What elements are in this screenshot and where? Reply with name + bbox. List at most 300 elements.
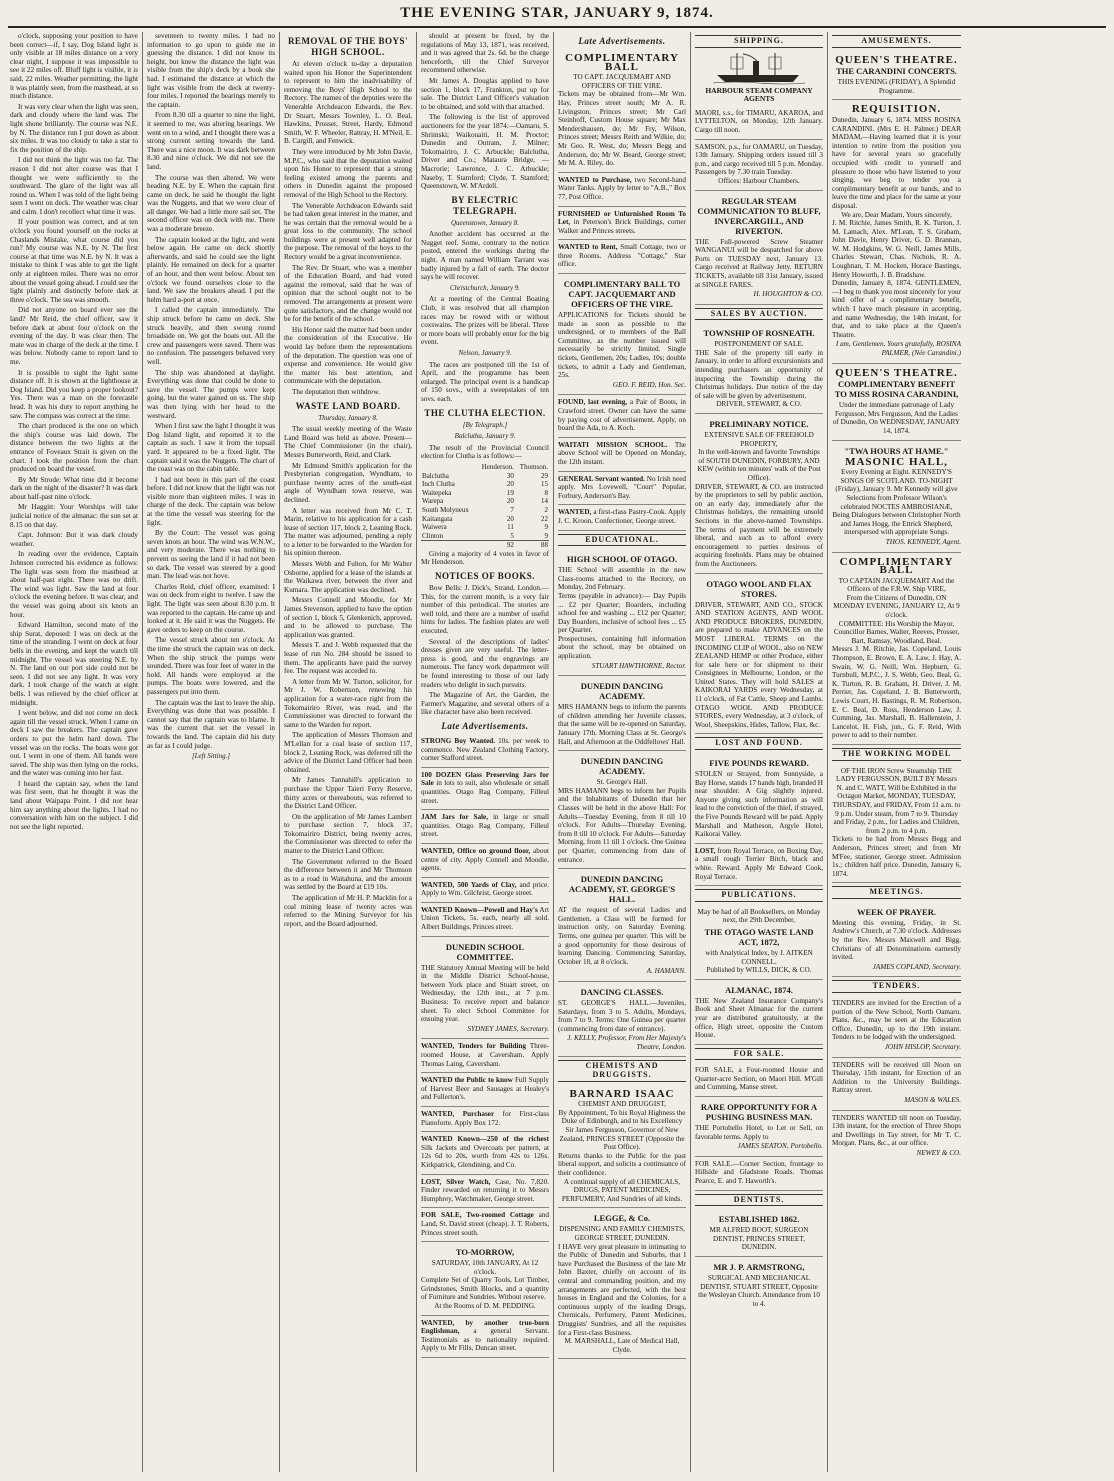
paragraph: The following is the list of approved auctioneers for the year 1874:—Oamaru, S. Shrimski; Waikouaiti, H. M. Proctor; Dunedin and Outram, J. Milner; Tokomairiro, J. C. Arbuckle; Balclutha, Driver and Co.; Mataura Bridge, — Macrorie; Lawrence, J. C. Arbuckle; Naseby, T. Stamford; Clyde, T. Stamford; Queenstown, W. M'Ardell. <box>421 113 549 191</box>
paragraph: The course was then altered. We were heading N.E. by E. When the captain first came on deck, he said he thought the light was the Nuggets, and that we were clear of all danger. We had a little more sail set. The second officer was on deck with me. There was a moderate breeze. <box>147 173 275 234</box>
ad-body: THE Portobello Hotel, to Let or Sell, on favorable terms. Apply to <box>695 1124 823 1141</box>
paragraph: From 8.30 till a quarter to nine the light, it seemed to me, was altering bearings. We went on to a wind, and I thought there was a strong current setting towards the land. There was a nice moon. It was dark between 8.30 and nine o'clock. We did not see the land. <box>147 111 275 171</box>
table-cell: 29 <box>541 471 548 480</box>
table-cell: South Molyneux <box>422 505 469 514</box>
ad-body: Art Union Tickets, 5s. each, nearly all sold. Albert Buildings, Princes street. <box>421 905 549 932</box>
section-bar: TENDERS. <box>832 980 961 993</box>
classified-ad <box>421 1175 549 1209</box>
ad-title: JAM Jars for Sale, <box>421 813 489 822</box>
paragraph: The Rev. Dr Stuart, who was a member of the Education Board, and had voted against the removal, said that he was of opinion that the school ought not to be removed. The arrangements at present were quite satisfactory, and the change would not be for the benefit of the school. <box>284 263 412 324</box>
ad-signature: THOS. KENNEDY, Agent. <box>885 537 961 546</box>
paragraph: I did not think the light was too far. The reason I did not alter course was that I thought we were sufficiently to the southward. The glare of the light was all round us. When I was told of the light being seen I went on deck. The weather was clear and calm. I don't recollect what time it was. <box>10 156 138 216</box>
ad-title: REGULAR STEAM COMMUNICATION TO BLUFF, INVERCARGILL, AND RIVERTON. <box>697 195 821 236</box>
classified-ad <box>421 734 549 768</box>
ad-signature: We are, Dear Madam, Yours sincerely, <box>841 210 952 219</box>
table-row <box>421 489 549 498</box>
section-bar: LOST AND FOUND. <box>695 737 823 750</box>
exhibition-ad <box>832 764 961 884</box>
table-row <box>421 523 549 532</box>
ad-title: THE OTAGO WASTE LAND ACT, 1872, <box>704 926 814 947</box>
ad-signature: JOHN HISLOP, Secretary. <box>884 1043 961 1051</box>
paragraph: They were introduced by Mr John Davie, M.P.C., who said that the deputation waited upon his Honor to represent that a strong feeling existed among the parents and others in Dunedin against the proposed removal of the High School to the Rectory. <box>284 147 412 199</box>
ad-body: MAORI, s.s., for TIMARU, AKAROA, and LYTTELTON, on Monday, 12th January. Cargo till noon. <box>695 108 823 134</box>
classified-ad <box>558 1208 686 1359</box>
classified-ad <box>421 1107 549 1132</box>
ad-subtitle: EXTENSIVE SALE OF FREEHOLD PROPERTY, <box>704 431 814 448</box>
classified-ad <box>695 1097 823 1157</box>
paragraph: The application of Mr H. P. Macklin for a coal mining lease of twenty acres was referred to the Mining Surveyor for his report, and the Board adjourned. <box>284 894 412 928</box>
ad-body: MRS HAMANN begs to inform the parents of children attending her Juvenile classes, that the same will be re-opened on Saturday, January 17th. Morning Class at St. George's Hall, and Afternoon at the Oddfellows' Hall. <box>558 703 686 746</box>
paragraph: seventeen to twenty miles. I had no information to go upon to guide me in guessing the distance. I did not know its height, but knew the distance the light was visible from the ship's deck by a book she had. I estimated the distance at which the light was visible from the deck at twenty-four miles. I reported the bearings merely to the captain. <box>147 32 275 109</box>
ad-body: about centre of city. Apply Connell and Moodie, agents. <box>421 846 549 873</box>
ad-subtitle: DISPENSING AND FAMILY CHEMISTS, GEORGE STREET, DUNEDIN. <box>559 1225 685 1242</box>
ad-title: REQUISITION. <box>851 103 942 116</box>
paragraph: On the application of Mr James Lambert to purchase section 7, block 37, Tokomairiro District, being twenty acres, the Commissioner was directed to refer the matter to the District Land Officer. <box>284 812 412 856</box>
ad-title: FIVE POUNDS REWARD. <box>709 758 809 769</box>
amusement-ad <box>832 51 961 101</box>
table-row <box>421 506 549 515</box>
classified-ad <box>695 753 823 844</box>
paragraph: Giving a majority of 4 votes in favor of Mr Henderson. <box>421 549 549 567</box>
shipping-ad <box>695 106 823 140</box>
ad-title: COMPLIMENTARY BALL <box>565 52 679 73</box>
paragraph: Mr Edmund Smith's application for the Presbyterian congregation, Wyndham, to purchase twenty acres of the south-east angle of Wyndham town reserve, was declined. <box>284 461 412 504</box>
ad-title: LEGGE, & Co. <box>593 1213 651 1224</box>
table-cell: Kaitangata <box>422 514 453 523</box>
ad-body: from Royal Terrace, on Boxing Day, a small rough Terrier Bitch, black and white. Reward. Apply Mr Edward Cook, Royal Terrace. <box>695 846 824 881</box>
section-heading: Late Advertisements. <box>441 720 529 731</box>
ad-title: WANTED, Tenders for Building <box>421 1042 527 1051</box>
ad-title: MR J. P. ARMSTRONG, <box>713 1262 805 1272</box>
classified-ad <box>421 1132 549 1174</box>
ad-body: No Irish need apply. Mrs Lovewell, "Court" Popular, Forbury, Anderson's Bay. <box>558 474 687 500</box>
ad-signature: GEO. F. REID, Hon. Sec. <box>612 380 686 389</box>
section-bar: SHIPPING. <box>695 35 823 48</box>
ad-body: TENDERS will be received till Noon on Thursday, 15th instant, for Erection of an Addition to the University Buildings. Rattray street. <box>832 1060 961 1095</box>
classified-ad <box>421 1039 549 1073</box>
tender-ad <box>832 1111 961 1163</box>
publication-ad <box>695 905 823 980</box>
auction-ad <box>421 1242 549 1316</box>
ad-signature: M. MARSHALL, Late of Medical Hall, Clyde. <box>564 1337 680 1354</box>
ad-title: LOST, <box>695 846 716 855</box>
ad-body: The above School will be Opened on Monday, the 12th instant. <box>558 440 687 466</box>
paragraph: At eleven o'clock to-day a deputation waited upon his Honor the Superintendent to represent to him the inadvisability of removing the Boys' High School to the Rectory. The names of the deputies were the Venerable Archdeacon Edwards, the Rev. Dr Stuart, Messrs Townley, L. O. Beal, Hawkins, Prosser, Street, Hardy, Edmond Smith, W. F. Wheeler, Rattray, H. M'Neil, E. B. Cargill, and Fenwick. <box>284 60 412 146</box>
ad-title: RARE OPPORTUNITY FOR A PUSHING BUSINESS MAN. <box>700 1102 818 1123</box>
ad-body: Prospectuses, containing full information about the school, may be obtained on application. <box>558 634 686 661</box>
table-cell: Inch Clutha <box>422 480 455 489</box>
paragraph: Did not anyone on board ever see the land? Mr Reid, the chief officer, saw it before dark at about four o'clock on the evening of the day. It was clear then. The mate was in charge of the deck at the time. I was below. Nobody came to report land to me. <box>10 306 138 366</box>
ad-title: WANTED to Purchase, <box>558 175 632 184</box>
dentist-ad <box>695 1209 823 1257</box>
table-cell: 92 <box>506 541 514 550</box>
ad-body: Meeting this evening, Friday, in St. Andrew's Church, at 7.30 o'clock. Addresses by the Rev. Messrs Maxwell and Bigg. Christians of all Denominations earnestly invited. <box>832 918 961 962</box>
ad-body: Tickets to be had from Messrs Begg and Anderson, Princes street; and from Mr M'Fee, stationer, George street. Admission 1s.; children half price. Dunedin, January 6, 1874. <box>832 835 961 878</box>
table-cell: Waiwera <box>422 523 447 532</box>
paragraph: By the Court: The vessel was going seven knots an hour. The wind was W.N.W., and very moderate. There was nothing to prevent us seeing the land if it had not been so dark. The vessel was steered by a good man. The lead was not hove. <box>147 529 275 581</box>
table-cell: Thomson. <box>519 462 548 471</box>
paragraph: The deputation then withdrew. <box>292 387 380 396</box>
ad-body: Complete Set of Quarry Tools, Lot Timber, Grindstones, Smith Blocks, and a quantity of Furniture and Sundries. Without reserve. <box>421 1276 549 1302</box>
table-cell <box>421 463 476 472</box>
classified-ad <box>421 768 549 810</box>
ad-title: FURNISHED or Unfurnished Room To Let, <box>558 209 686 227</box>
ad-names: J. M. Ritchie, James Smith, R. K. Turton, J. M. Lamach, Alex. M'Lean, T. S. Graham, John Davie, Henry Driver, G. D. Brannan, W. M. Hodgkins, W. G. Neill, James Mills, Charles Stewart, Chas. Nichols, R. A. Loughnan, T. M. Hocken, Horace Bastings, Henry Howorth, J. B. Bradshaw. <box>832 219 961 279</box>
ad-title: DUNEDIN DANCING ACADEMY. <box>580 756 664 777</box>
ad-title: ESTABLISHED 1862. <box>718 1214 800 1225</box>
table-cell: 20 <box>506 480 514 489</box>
ad-title: DUNEDIN DANCING ACADEMY, ST. GEORGE'S HALL. <box>568 874 676 905</box>
ad-body: in lots to suit, also wholesale or small quantities. Otago Rag Company, Filleul street. <box>421 779 550 805</box>
ad-title: WANTED Known—Powell and Hay's <box>421 905 538 914</box>
paragraph: The captain looked at the light, and went below again. He came on deck shortly afterwards, and said he could see the light plainly. He remained on deck for a quarter of an hour, and then went below. About ten o'clock we found ourselves close to the land. We saw the breakers ahead. I put the helm hard a-port at once. <box>147 235 275 304</box>
paragraph: The Venerable Archdeacon Edwards said he had taken great interest in the matter, and he was certain that the removal would be a great loss to the community. The school buildings were at present well adapted for the purpose. The removal of the boys to the Rectory would be a great inconvenience. <box>284 201 412 262</box>
ad-signature: Offices: Harbour Chambers. <box>718 176 800 185</box>
ad-committee: COMMITTEE: His Worship the Mayor, Councillor Barnes, Walter, Reeves, Prosser, Bart, Ramsay, Woodland, Beal. <box>833 619 960 645</box>
section-bar: CHEMISTS AND DRUGGISTS. <box>558 1060 686 1081</box>
classified-ad <box>558 505 686 530</box>
paragraph: The Government referred to the Board the difference between it and Mr Thomson as to a road in Waitahuna, and the amount was settled by the Board at £19 10s. <box>284 857 412 892</box>
table-cell: 9 <box>544 531 548 540</box>
table-row <box>421 480 549 489</box>
ad-body: By Appointment, To his Royal Highness the Duke of Edinburgh, and to his Excellency Sir James Fergusson, Governor of New Zealand, PRINCES STREET (Opposite the Post Office). <box>558 1108 686 1152</box>
table-cell: 88 <box>541 541 548 550</box>
dateline: Queenstown, January 8. <box>450 218 520 227</box>
ad-signature: JAMES COPLAND, Secretary. <box>872 962 961 971</box>
ad-body: In the well-known and favorite Townships of SOUTH DUNEDIN, FORBURY, AND KEW (within ten minutes' walk of the Post Office). <box>697 448 821 482</box>
column-1 <box>6 32 143 1472</box>
table-cell: 5 <box>510 531 514 540</box>
ad-body: SURGICAL AND MECHANICAL DENTIST, STUART STREET, Opposite the Wesleyan Church. Attendance from 10 to 4. <box>698 1274 820 1308</box>
paragraph: Capt. Johnson: But it was dark cloudy weather. <box>10 531 138 548</box>
classified-ad <box>421 1316 549 1358</box>
ad-title: GENERAL Servant wanted. <box>558 474 645 483</box>
article-heading: NOTICES OF BOOKS. <box>435 571 535 582</box>
ad-title: FOUND, last evening, <box>558 398 628 407</box>
ad-title: 100 DOZEN Glass Preserving Jars for Sale <box>421 770 549 788</box>
classified-ad <box>558 274 686 395</box>
table-row <box>421 515 549 524</box>
section-bar: EDUCATIONAL. <box>558 534 686 547</box>
ad-title: FOR SALE, Two-roomed Cottage <box>421 1211 534 1220</box>
classified-ad <box>558 549 686 676</box>
classified-ad <box>695 844 823 886</box>
ad-body: FOR SALE.—Corner Section, frontage to Hillside and Gladstone Roads. Thomas Pearce, E. and T. Haworth's. <box>695 1159 823 1186</box>
ad-subtitle: May be had of all Booksellers, on Monday next, the 29th December, <box>697 907 821 925</box>
amusement-ad <box>832 441 961 553</box>
table-cell: Clinton <box>422 531 444 540</box>
ad-body: a general Servant. Testimonials as to nationality required. Apply to Mr Fills, Duncan street. <box>421 1327 549 1353</box>
ad-names: Messrs J. M. Ritchie, Jas. Copeland, Louis Thompson, E. Brown, E. A. Law, J. Hay, A. Swain, W. G. Neill, Wm. Hepburn, G. Turnbull, M.P.C., J. S. Webb, Geo. Beal, G. K. Turton, R. B. Graham, H. Driver, J. M. Perrier, Jas. Copeland, J. B. Butterworth, Lewis Court, H. Bastings, R. M. Robertson, E. C. Beal, D. Ross, Henderson Law, J. Cumming, Jas. Marshall, B. Hallenstein, J. Lancelot, H. Fish, jun., G. F. Reid, With power to add to their number. <box>832 645 961 740</box>
ad-title: WANTED Known—250 of the richest <box>421 1135 549 1144</box>
classified-ad <box>558 49 686 173</box>
ad-body: Under the immediate patronage of Lady Fergusson, Mrs Fergusson, And the Ladies of Dunedin, On WEDNESDAY, JANUARY 14, 1874. <box>832 401 961 435</box>
ad-title: DANCING CLASSES. <box>580 986 664 997</box>
ad-body: TENDERS are invited for the Erection of a portion of the New School, North Oamaru. Plans, &c., may be seen at the Education Office, Dunedin, up to the 19th instant. Tenders to be lodged with the undersigned. <box>832 999 961 1042</box>
table-cell <box>421 541 476 550</box>
table-cell: 7 <box>510 505 514 514</box>
ad-title: WANTED, Purchaser <box>421 1109 495 1118</box>
ad-title: PRELIMINARY NOTICE. <box>709 419 809 430</box>
table-cell: Waitepeka <box>422 488 452 497</box>
ad-body: THE Sale of the property till early in January, in order to afford excursionists and intending purchasers an opportunity of inspecting the Township during the Christmas holidays. Due notice of the day of sale will be given by advertisement. <box>695 348 823 400</box>
column-3 <box>280 32 417 1472</box>
ad-title: WEEK OF PRAYER. <box>857 906 936 917</box>
section-bar: DENTISTS. <box>695 1194 823 1207</box>
ad-signature: I am, Gentlemen, Yours gratefully, ROSINA PALMER, (Née Carandini.) <box>835 340 961 357</box>
ad-body: Full Supply of Harvest Beer and Sausages at Healey's and Fullerton's. <box>421 1076 549 1102</box>
paragraph: Mr James A. Douglas applied to have section 1, block 17, Frankton, put up for sale. The District Land Officer's valuation to be obtained, and sold with that attached. <box>421 76 549 111</box>
paragraph: Messrs Webb and Fulton, for Mr Walter Osborne, applied for a lease of the islands at the Waikawa river, between the river and Kumara. The application was declined. <box>284 560 412 594</box>
ad-title: BARNARD ISAAC <box>569 1087 675 1100</box>
paragraph: o'clock, supposing your position to have been correct—if, I say, Dog Island light is only visible at 18 miles distance on a very clear night, I suppose it was impossible to see it 22 miles off. Bluff light is visible, it is said, 22 miles. Weather permitting, the light it was plainly seen, from the masthead, at so much distance. <box>10 32 138 101</box>
ad-body: two Second-hand Water Tanks. Apply by letter to "A.B.," Box 77, Post Office. <box>558 175 686 201</box>
ad-body: Returns thanks to the Public for the past liberal support, and solicits a continuance of their confidence. <box>558 1151 686 1177</box>
ad-subtitle: SATURDAY, 10th JANUARY, At 12 o'clock. <box>431 1259 539 1276</box>
table-cell: Warepa <box>422 497 444 506</box>
left-sitting-note: [Left Sitting.] <box>191 752 231 761</box>
ad-title: COMPLIMENTARY BALL TO CAPT. JACQUEMART AND OFFICERS OF THE VIRE. <box>563 279 681 310</box>
paragraph: By Mr Strode: What time did it become dark on the night of the disaster? It was dark about half-past nine o'clock. <box>10 475 138 501</box>
ad-subtitle: CHEMIST AND DRUGGIST, <box>578 1100 666 1109</box>
ad-subtitle: MASONIC HALL, <box>845 455 948 468</box>
paragraph: I had not been in this part of the coast before. I did not know that the light was not visible more than eighteen miles. I was in charge of the deck. The captain was below at the time the vessel was steering for the light. <box>147 475 275 527</box>
tender-ad <box>832 996 961 1058</box>
ad-reply: Dunedin, January 8, 1874. GENTLEMEN,—I beg to thank you most sincerely for your kind offer of a complimentary benefit, which I have much pleasure in accepting, and name Wednesday, the 14th instant, for that, and to take place at the Queen's Theatre. <box>832 279 961 339</box>
section-bar: FOR SALE. <box>695 1048 823 1061</box>
column-5 <box>554 32 691 1472</box>
ad-body: Tickets may be obtained from—Mr Wm. Hay, Princes street south; Mr A. R. Livingston, Princes street; Mr Carl Steinhoff, Custom House square; Mr Max Mendershausen, do; Mr Fry, Wilson, Princes street; Messrs Reith and Wilkie, do; Mr Geo. R. West, do; Messrs Begg and Anderson, do; Mr W. Beard, George street; Mr M. A. Riley, do. <box>558 90 686 168</box>
masthead: THE EVENING STAR, JANUARY 9, 1874. <box>400 5 714 21</box>
ad-body: AT the request of several Ladies and Gentlemen, a Class will be formed for instruction only, on Saturday Evening. Terms, one guinea per quarter. This will be a good opportunity for those desirous of learning Dancing. Commencing Saturday, October 18, at 8 o'clock. <box>558 906 686 966</box>
paragraph: A letter from Mr W. Turton, solicitor, for Mr J. W. Robertson, renewing his application for a water-race right from the Tokomairiro River, was read, and the Commissioner was directed to forward the same to the Warden for report. <box>284 677 412 729</box>
paragraph: A letter was received from Mr C. T. Marin, relative to his application for a cash lease of section 117, block 2, Leaning Rock. The matter was adjourned, pending a reply to a letter to be forwarded to the Warden for his opinion thereon. <box>284 506 412 558</box>
ad-signature: At the Rooms of D. M. PEDDING. <box>434 1302 536 1311</box>
classified-ad <box>421 844 549 878</box>
section-bar: THE WORKING MODEL <box>832 748 961 761</box>
ad-body: I HAVE very great pleasure in intimating to the Public of Dunedin and Suburbs, that I have Purchased the Business of the late Mr John Baxter, chiefly on account of its central and commanding position, and my arrangements are perfected, with the best houses in England and the Colonies, for a continuous supply of the leading Drugs, Chemicals, Perfumery, Patent Medicines, Druggists' Sundries, and all the requisites for a First-class Business. <box>558 1242 686 1337</box>
paragraph: Several of the descriptions of ladies' dresses given are very useful. The letter-press is good, and the engravings are numerous. The fancy work department will be found interesting to those of our lady readers who delight in such pursuits. <box>421 637 549 689</box>
paragraph: The races are postponed till the 1st of April, and the programme has been enlarged. The principal event is a handicap of 150 sovs., with a sweepstakes of ten sovs. each. <box>421 360 549 403</box>
section-bar: SALES BY AUCTION. <box>695 308 823 321</box>
ad-signature: J. KELLY, Professor, From Her Majesty's Theatre, London. <box>567 1034 686 1051</box>
ad-title: COMPLIMENTARY BALL <box>839 555 954 577</box>
paragraph: I called the captain immediately. The ship struck before he came on deck. She struck heavily, and then swung round broadside on. We got the boats out. All the crew and passengers were saved. There was no confusion. The passengers behaved very well. <box>147 306 275 366</box>
ad-title: ALMANAC, 1874. <box>725 984 793 995</box>
ad-body: in Peterson's Brick Buildings, corner Walker and Princes streets. <box>558 218 687 235</box>
paragraph: Edward Hamilton, second mate of the ship Surat, deposed: I was on deck at the time of the stranding. I went on deck at four bells in the evening, and kept the watch till midnight. The vessel was steering N.E. by N. The land on our port side could not be seen. I did not see any light. It was very dark. I took charge of the watch at eight bells. I was relieved by the chief officer at midnight. <box>10 621 138 707</box>
ad-title: HIGH SCHOOL OF OTAGO. <box>566 554 678 565</box>
article-heading: THE CLUTHA ELECTION. <box>424 407 546 418</box>
ad-body: DRIVER, STEWART, AND CO., STOCK AND STATION AGENTS, AND WOOL AND PRODUCE BROKERS, DUNEDIN, are prepared to make ADVANCES on the MOST LIBERAL TERMS on the INCOMING CLIP of WOOL, also on NEW ZEALAND HEMP or other Produce, either for sale here or for shipment to their Consignees in Melbourne, London, or the United States. They will hold SALES at KAIKORAI YARDS every Wednesday, at 11 o'clock, of Fat Cattle, Sheep and Lambs. OTAGO WOOL AND PRODUCE STORES, every Wednesday, at 3 o'clock, of Wool, Sheepskins, Hides, Tallow, Flax, &c. <box>695 600 823 729</box>
classified-ad <box>558 173 686 207</box>
article-heading: BY ELECTRIC TELEGRAPH. <box>451 194 519 216</box>
tender-ad <box>832 1058 961 1111</box>
table-cell: 15 <box>541 480 548 489</box>
ad-body: and price. Apply to Wm. Gilchrist, George street. <box>421 880 549 898</box>
ad-body: Every Evening at Eight. KENNEDY'S SONGS OF SCOTLAND. TO-NIGHT (Friday), January 9. Mr Kennedy will give Selections from Professor Wilson's celebrated NOCTES AMBROSIANÆ, Being Dialogues between Christopher North and James Hogg, the Ettrick Shepherd, interspersed with appropriate Songs. <box>832 468 961 537</box>
paragraph: At a meeting of the Central Boating Club, it was resolved that all champion races may be rowed with or without coxswains. The prizes will be liberal. Three or more boats will probably enter for the big event. <box>421 295 549 347</box>
table-cell: 20 <box>506 514 514 523</box>
ad-subtitle: TO CAPT. JACQUEMART AND OFFICERS OF THE VIRE. <box>573 73 671 90</box>
ad-subtitle: TO CAPTAIN JACQUEMART And the Officers of the F.R.W. Ship VIRE, <box>838 576 955 594</box>
ad-signature: DRIVER, STEWART, & CO. <box>716 400 802 409</box>
ad-body: Dunedin, January 6, 1874. MISS ROSINA CARANDINI. (Mrs E. H. Palmer.) DEAR MADAM,—Having learned that it is your intention to retire from the position you have for several years so gracefully occupied with credit to yourself and pleasure to those who have listened to your singing, we beg to tender you a complimentary benefit at our hands, and to leave the time and place for the same at your disposal. <box>832 115 961 210</box>
ad-body: MR ALFRED BOOT, SURGEON DENTIST, PRINCES STREET, DUNEDIN. <box>709 1226 809 1252</box>
table-cell: 30 <box>506 471 514 480</box>
classified-ad <box>421 810 549 844</box>
ad-signature: NEWEY & CO. <box>916 1148 961 1157</box>
ad-body: DRIVER, STEWART, & CO. are instructed by the proprietors to sell by public auction, on an early day, immediately after the Christmas holidays, the remaining unsold Sections in the above-named Townships. The terms of payment will be extremely liberal, and such as to afford every encouragement to parties desirous of acquiring freeholds. Plans may be obtained from the Auctioneers. <box>695 482 823 568</box>
paragraph: Messrs Connell and Moodie, for Mr James Stevenson, applied to have the option of section 1, block 5, Glenkenich, approved, and to be allowed to purchase. The application was granted. <box>284 596 412 639</box>
ad-subtitle: POSTPONEMENT OF SALE. <box>714 340 804 349</box>
paragraph: The application of Messrs Thomson and M'Lellan for a coal lease of section 117, block 2, Leaning Rock, was deferred till the advice of the District Land Officer had been obtained. <box>284 731 412 774</box>
ad-body: FOR SALE, a Four-roomed House and Quarter-acre Section, on Maori Hill. M'Gill and Cumming, Manse street. <box>695 1066 823 1092</box>
table-cell: Henderson. <box>481 462 514 471</box>
auction-ad <box>695 414 823 574</box>
election-results-table <box>421 463 549 550</box>
table-cell: 2 <box>544 505 548 514</box>
paragraph: It was very clear when the light was seen, dark and cloudy where the land was. The light shone brilliantly. The course was N.E. by N. The distance run I put down as about six miles. It was too cloudy to take a star to fix the position of the ship. <box>10 102 138 154</box>
table-cell: Balclutha <box>422 471 449 480</box>
ad-title: WANTED, 500 Yards of Clay, <box>421 880 517 889</box>
ad-body: MRS HAMANN begs to inform her Pupils and the Inhabitants of Dunedin that her Classes will be held in the above Hall: For Adults—Tuesday Evening, from 8 till 10 o'clock. For Adults—Thursday Evening, from 8 till 10 o'clock. For Adults—Saturday Morning, from 11 till 1 o'clock. One Guinea per Quarter, commencing from date of entrance. <box>558 786 686 864</box>
paragraph: The vessel struck about ten o'clock. At the time she struck the captain was on deck. When the ship struck the pumps were sounded. There was four feet of water in the hold. All hands were employed at the pumps. The boats were lowered, and the passengers put into them. <box>147 636 275 696</box>
column-2 <box>143 32 280 1472</box>
ad-body: THE New Zealand Insurance Company's Book and Sheet Almanac for the current year are distributed gratuitously, at the office, High street, opposite the Custom House. <box>695 996 823 1040</box>
article-heading: REMOVAL OF THE BOYS' HIGH SCHOOL. <box>287 36 409 57</box>
section-bar: PUBLICATIONS. <box>695 889 823 902</box>
steamship-illustration <box>713 51 805 85</box>
classified-ad <box>421 937 549 1040</box>
classified-ad <box>558 395 686 437</box>
dateline: Nelson, January 9. <box>458 349 512 357</box>
ad-body: THE Statutory Annual Meeting will be held in the Middle District School-house, between York place and Stuart street, on Wednesday, the 12th inst., at 7 p.m. Business: To receive report and balance sheet. To elect School Committee for ensuing year. <box>421 963 549 1024</box>
table-cell: 8 <box>544 488 548 497</box>
amusement-ad <box>832 364 961 441</box>
ad-title: WANTED, by another true-born Englishman, <box>421 1318 549 1336</box>
ad-body: Silk Jackets and Overcoats per pattern, at 12s 6d to 20s, worth from 42s to 126s. Kirkpatrick, Glendining, and Co. <box>421 1143 549 1169</box>
paragraph: In reading over the evidence, Captain Johnson corrected his evidence as follows: The light was seen from the masthead at about half-past eight. There was no drift. The wind was light. Saw the land at four o'clock the evening before. It was clear, and the vessel was going about six knots an hour. <box>10 550 138 619</box>
ad-body: APPLICATIONS for Tickets should be made as soon as possible to the undersigned, or to members of the Ball Committee, as the number issued will necessarily be strictly limited. Single tickets, Gentlemen, 20s; Ladies, 10s; double tickets, to admit a Lady and Gentleman, 25s. <box>558 311 686 380</box>
ad-signature: H. HOUGHTON & CO. <box>753 290 823 299</box>
column-7 <box>828 32 965 1472</box>
table-row <box>421 497 549 506</box>
paragraph: His Honor said the matter had been under the consideration of the Executive. He would lay before them the representations of the deputation. The question was one of expense and convenience. He would give the matter his best attention, and communicate with the deputation. <box>284 325 412 386</box>
ad-body: STOLEN or Strayed, from Sunnyside, a Bay Horse, stands 17 hands high, branded H near shoulder. A Gig slightly injured. Anyone giving such information as will lead to the conviction of the thief, if strayed, the Five Pounds Reward will be paid. Apply Marshall and Matheson, Argyle Hotel, Kaikorai Valley. <box>695 770 823 839</box>
classified-ad <box>558 240 686 274</box>
dateline: Balclutha, January 9. <box>454 432 516 441</box>
classified-ad <box>558 438 686 472</box>
ad-title: WANTED the Public to know <box>421 1076 513 1085</box>
ad-signature: JAMES SEATON, Portobello. <box>737 1142 823 1151</box>
column-4 <box>417 32 554 1472</box>
paragraph: Mr Haggitt: Your Worships will take judicial notice of the almanac: the sun set at 8.15 on that day. <box>10 503 138 529</box>
ad-body: Three-roomed House, at Caversham. Apply Thomas Laing, Caversham. <box>421 1042 549 1068</box>
auction-ad <box>695 323 823 414</box>
ad-title: DUNEDIN DANCING ACADEMY. <box>580 681 664 702</box>
ad-body: Case, No. 7,820. Finder rewarded on returning it to Messrs Humphrey, Watchmaker, George street. <box>421 1177 550 1203</box>
table-row <box>421 472 549 481</box>
table-header-row <box>421 463 549 472</box>
ad-terms: Terms (payable in advance):— Day Pupils ... £2 per Quarter; Boarders, including school fee and washing ... £12 per Quarter; Day Boarders, inclusive of school fees ... £5 per Quarter. <box>558 591 686 635</box>
classified-ad <box>558 751 686 869</box>
ad-title: DUNEDIN SCHOOL COMMITTEE. <box>445 941 525 962</box>
paragraph: should at present be fixed, by the regulations of May 13, 1871, was received, and it was agreed that 2s. 6d. be the charge henceforth, till the Chief Surveyor recommend otherwise. <box>421 32 549 75</box>
ad-body: a first-class Pastry-Cook. Apply J. C. Kroon, Confectioner, George street. <box>558 508 686 525</box>
classified-ad <box>558 869 686 982</box>
classified-ad <box>695 1063 823 1097</box>
table-row <box>421 532 549 541</box>
ad-signature: MASON & WALES. <box>904 1095 961 1104</box>
ad-title: WANTED to Rent, <box>558 243 618 252</box>
ad-title: HARBOUR STEAM COMPANY AGENTS <box>705 85 813 104</box>
ad-title: WAITATI MISSION SCHOOL. <box>558 440 668 449</box>
column-6 <box>691 32 828 1472</box>
paragraph: The usual weekly meeting of the Waste Land Board was held as above. Present—The Chief Commissioner (in the chair), Messrs Butterworth, Reid, and Clark. <box>284 425 412 459</box>
paragraph: Mr James Tannahill's application to purchase the Upper Taieri Ferry Reserve, thirty acres or thereabouts, was referred to the District Land Officer. <box>284 776 412 811</box>
classified-ad <box>558 207 686 241</box>
ad-body: a Pair of Boots, in Crawford street. Owner can have the same by paying cost of advertisement. Apply, on board the Ada, to A. Koch. <box>558 398 686 433</box>
ad-body: THE School will assemble in the new Class-rooms attached to the Rectory, on Monday, 2nd February. <box>558 566 686 592</box>
ad-title: QUEEN'S THEATRE. <box>835 53 958 66</box>
section-heading: Late Advertisements. <box>578 36 666 46</box>
paragraph: The ship was abandoned at daylight. Everything was done that could be done to save the vessel. The pumps were kept going, but the water gained on us. The ship was then lying with her head to the westward. <box>147 368 275 420</box>
ad-body: A continual supply of all CHEMICALS, DRUGS, PATENT MEDICINES, PERFUMERY, And Sundries of all kinds. <box>561 1177 683 1203</box>
masthead-rule <box>8 26 1106 28</box>
section-bar: MEETINGS. <box>832 886 961 899</box>
classified-ad <box>558 676 686 751</box>
table-cell: 11 <box>507 523 514 532</box>
auction-ad <box>695 574 823 735</box>
ad-body: OF THE IRON Screw Steamship THE LADY FERGUSSON, BUILT BY Messrs N. and C. WATT, Will be Exhibited in the Octagon Market, MONDAY, TUESDAY, THURSDAY, and FRIDAY, From 11 a.m. to 9 p.m. Under steam, from 7 to 9. Thursday and Friday, 2 p.m., for Ladies and Children, from 2 p.m. to 4 p.m. <box>832 766 961 835</box>
paragraph: The chart produced is the one on which the ship's course was laid down. The distance between the two lights at the entrance of Foveaux Strait is given on the chart. I took the position from the chart produced on board the vessel. <box>10 422 138 474</box>
ad-title: WANTED, Office on ground floor, <box>421 846 531 855</box>
table-cell: 14 <box>541 497 548 506</box>
ad-body: in large or small quantities. Otago Rag Company, Filleul street. <box>421 813 549 839</box>
dateline: Thursday, January 8. <box>318 413 378 422</box>
ad-body: THIS EVENING (FRIDAY), A Splendid Programme. <box>837 78 956 95</box>
newspaper-page <box>6 32 1108 1472</box>
ad-signature: Published by WILLS, DICK, & CO. <box>706 966 812 975</box>
table-cell: 22 <box>541 514 548 523</box>
ad-body: Small Cottage, two or three Rooms. Address "Cottage," Star office. <box>558 243 687 269</box>
ad-body: ST. GEORGE'S HALL.—Juveniles, Saturdays, from 3 to 5. Adults, Mondays, from 7 to 9. Terms: One Guinea per quarter (commencing from date of entrance). <box>558 998 686 1033</box>
ad-signature: A. HAMANN. <box>646 967 686 976</box>
classified-ad <box>421 878 549 903</box>
ad-body: SAMSON, p.s., for OAMARU, on Tuesday, 13th January. Shipping orders issued till 3 p.m., and cargo received till 5 p.m. Monday. Passengers by 7.30 train Tuesday. <box>695 142 823 177</box>
ad-signature: SYDNEY JAMES, Secretary. <box>467 1024 549 1033</box>
ad-body: THE Full-powered Screw Steamer WANGANUI will be despatched for above Ports on TUESDAY next, January 13. Cargo received at Railway Jetty. RETURN TICKETS, available till 31st January, issued at SINGLE FARES. <box>695 237 823 289</box>
paragraph: When I first saw the light I thought it was Dog Island light, and reported it to the captain as such. I saw it from the topsail yard. It appeared to be a fixed light. The captain said it was the Nuggets. The chart of the coast was on the cabin table. <box>147 422 275 474</box>
paragraph: I heard the captain say, when the land was first seen, that he thought it was the land about Waipapa Point. I did not hear him say anything about the lights. I had no conversation with him on the subject. I did not see the light reported. <box>10 779 138 831</box>
paragraph: If your position was correct, and at ten o'clock you found yourself on the rocks at Chaslands Mistake, what course did you run? My course was N.E. by N. The first course at that time was N.E. by N. It was a mistake to think I was able to get the light only at eighteen miles. There was no error about the vessel going ahead. I could see the light plainly and distinctly before dark at three o'clock. The sea was smooth. <box>10 218 138 304</box>
classified-ad <box>695 1157 823 1191</box>
paragraph: I went below, and did not come on deck again till the vessel struck. When I came on deck I saw the breakers. The captain gave orders to put the helm hard down. The vessel was on the rocks. The boats were got out. I went in one of them. All hands were saved. The ship was then lying on the rocks, and the water was coming into her fast. <box>10 709 138 778</box>
amusement-ad <box>832 100 961 363</box>
dentist-ad <box>695 1257 823 1312</box>
meeting-ad <box>832 902 961 978</box>
table-cell: 9 <box>544 523 548 532</box>
dateline: Christchurch, January 9. <box>449 283 521 292</box>
section-bar: AMUSEMENTS. <box>832 35 961 48</box>
ad-title: "TWA HOURS AT HAME." <box>844 445 949 456</box>
classified-ad <box>558 982 686 1058</box>
amusement-ad <box>832 553 961 745</box>
paragraph: The Magazine of Art, the Garden, the Farmer's Magazine, and several others of a like character have also been received. <box>421 691 549 717</box>
paragraph: Bow Bells: J. Dick's, Strand, London.—This, for the current month, is a very fair number of this periodical. The stories are well told, and there are a number of useful hints for ladies. The fashion plates are well executed. <box>421 584 549 636</box>
ad-body: From the Citizens of Dunedin, ON MONDAY EVENING, JANUARY 12, At 9 o'clock. <box>833 593 960 620</box>
